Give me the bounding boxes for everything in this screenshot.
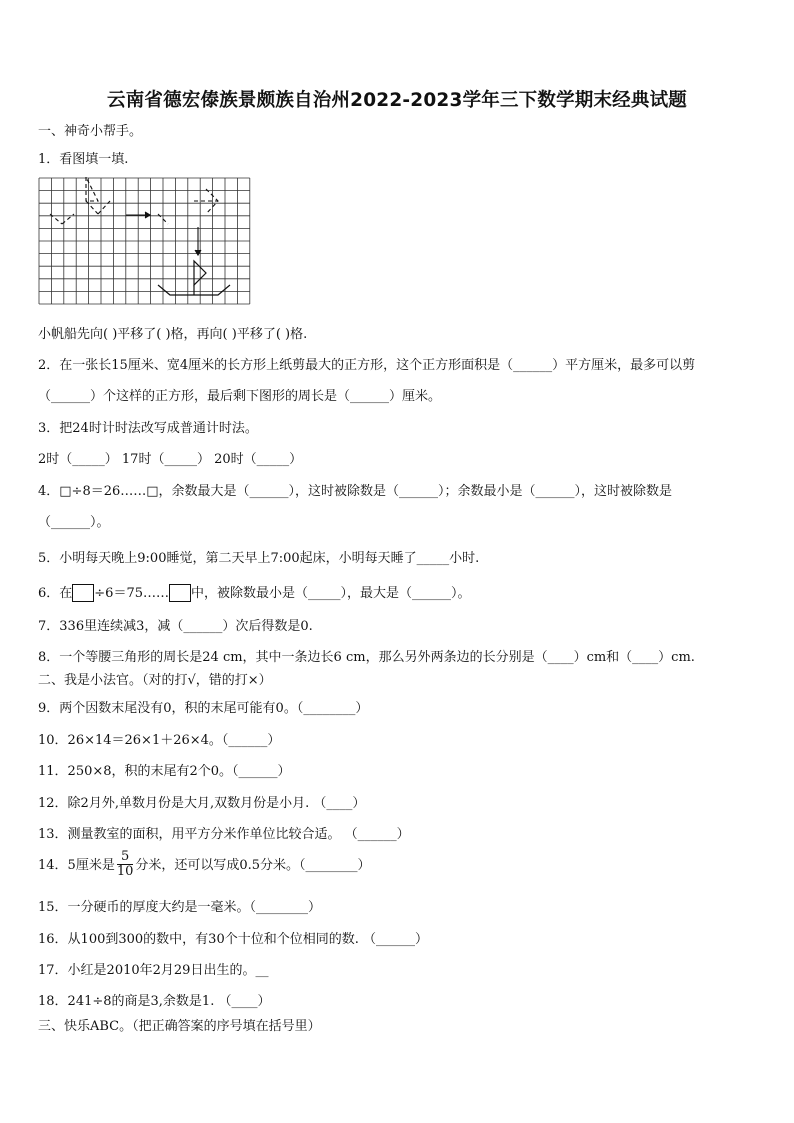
sailboat-original bbox=[50, 177, 98, 224]
question-8: 8．一个等腰三角形的周长是24 cm，其中一条边长6 cm，那么另外两条边的长分别是（____）cm和（____）cm. bbox=[38, 650, 695, 665]
sailboat-moved-1 bbox=[86, 189, 218, 224]
section-2-heading: 二、我是小法官。（对的打√，错的打×） bbox=[38, 673, 272, 688]
question-15: 15．一分硬币的厚度大约是一毫米。（________） bbox=[38, 900, 322, 915]
question-6-part-a: 6．在 bbox=[38, 586, 73, 601]
section-1-heading: 一、神奇小帮手。 bbox=[38, 124, 143, 139]
question-6-part-c: 中，被除数最小是（_____），最大是（______）。 bbox=[191, 586, 471, 601]
question-3-times: 2时（_____） 17时（_____） 20时（_____） bbox=[38, 452, 303, 467]
question-2-line-1: 2．在一张长15厘米、宽4厘米的长方形上纸剪最大的正方形，这个正方形面积是（______）平方厘米，最多可以剪 bbox=[38, 358, 696, 373]
question-14-part-b: 分米，还可以写成0.5分米。（________） bbox=[135, 858, 371, 873]
question-6 bbox=[38, 582, 471, 603]
question-5: 5．小明每天晚上9:00睡觉，第二天早上7:00起床，小明每天睡了_____小时. bbox=[38, 551, 480, 566]
question-10: 10．26×14＝26×1＋26×4。（______） bbox=[38, 733, 281, 748]
question-18: 18．241÷8的商是3,余数是1. （____） bbox=[38, 994, 271, 1009]
fraction bbox=[117, 850, 134, 879]
question-6-part-b: ÷6＝75…… bbox=[94, 586, 169, 601]
question-2-line-2: （______）个这样的正方形，最后剩下图形的周长是（______）厘米。 bbox=[38, 389, 442, 404]
question-1: 1．看图填一填. bbox=[38, 152, 129, 167]
question-1-answer: 小帆船先向( )平移了( )格，再向( )平移了( )格. bbox=[38, 327, 308, 342]
grid-lines bbox=[39, 178, 250, 304]
section-3-heading: 三、快乐ABC。（把正确答案的序号填在括号里） bbox=[38, 1019, 321, 1034]
question-13: 13．测量教室的面积，用平方分米作单位比较合适。 （______） bbox=[38, 827, 410, 842]
blank-box bbox=[169, 584, 191, 602]
question-16: 16．从100到300的数中，有30个十位和个位相同的数. （______） bbox=[38, 932, 428, 947]
page-title: 云南省德宏傣族景颇族自治州2022-2023学年三下数学期末经典试题 bbox=[107, 90, 687, 111]
question-7: 7．336里连续减3，减（______）次后得数是0. bbox=[38, 619, 313, 634]
question-17: 17．小红是2010年2月29日出生的。__ bbox=[38, 963, 269, 978]
question-11: 11．250×8，积的末尾有2个0。（______） bbox=[38, 764, 291, 779]
fraction-denominator: 10 bbox=[116, 864, 134, 879]
question-3: 3．把24时计时法改写成普通计时法。 bbox=[38, 421, 258, 436]
question-9: 9．两个因数末尾没有0，积的末尾可能有0。（________） bbox=[38, 701, 369, 716]
question-14 bbox=[38, 851, 371, 880]
question-12: 12．除2月外,单数月份是大月,双数月份是小月. （____） bbox=[38, 796, 366, 811]
blank-box bbox=[72, 584, 94, 602]
fraction-numerator: 5 bbox=[117, 850, 134, 865]
question-4-line-1: 4．□÷8＝26……□，余数最大是（______），这时被除数是（______）；余数最小是（______），这时被除数是 bbox=[38, 484, 673, 499]
sailboat-grid-figure bbox=[38, 177, 252, 307]
question-4-line-2: （______）。 bbox=[38, 515, 110, 530]
question-14-part-a: 14．5厘米是 bbox=[38, 858, 115, 873]
